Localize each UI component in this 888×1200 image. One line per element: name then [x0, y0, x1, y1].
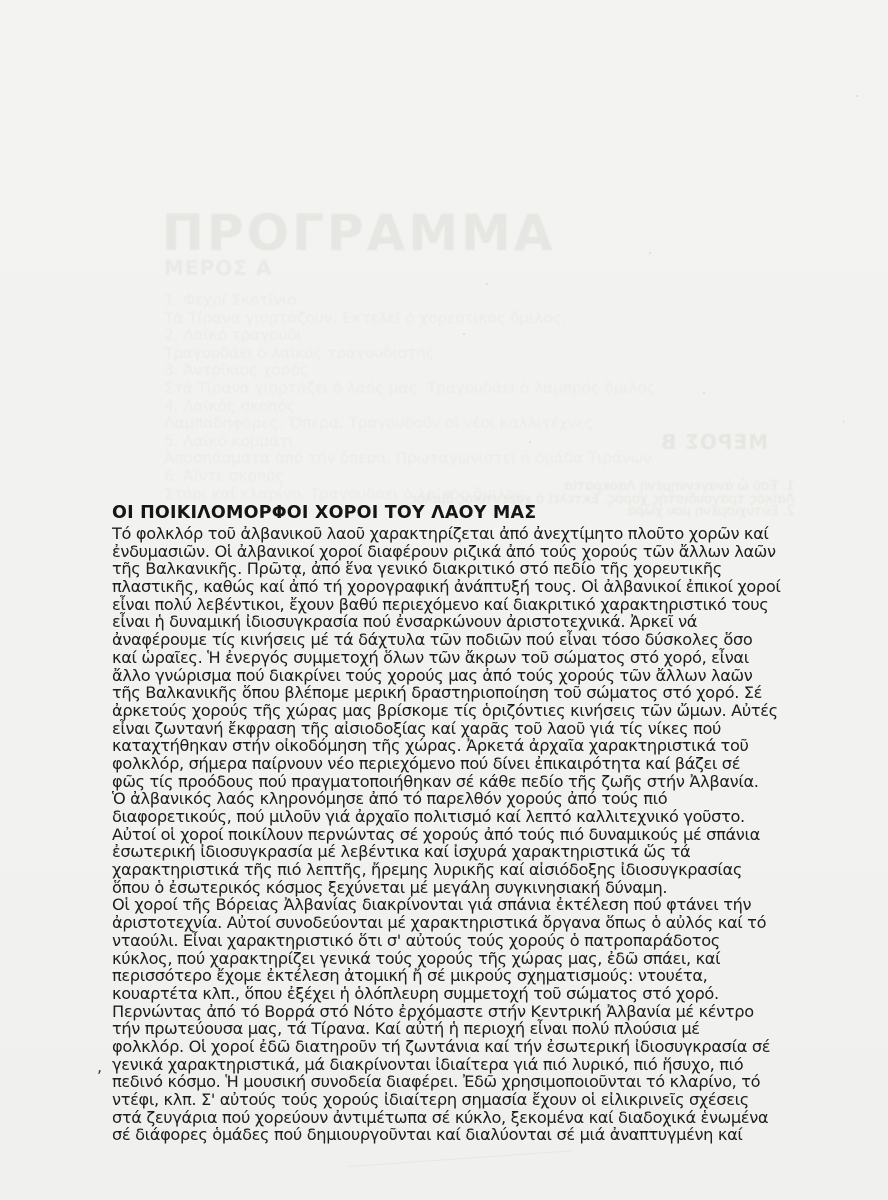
body-line: περισσότερο ἔχομε ἐκτέλεση ἀτομική ἤ σέ μικρούς σχηματισμούς: ντουέτα,	[112, 966, 708, 986]
body-line: τήν πρωτεύουσα μας, τά Τίρανα. Καί αὐτή ἡ περιοχή εἶναι πολύ πλούσια μέ	[112, 1019, 700, 1039]
bleed-program-title: ΠΡΟΓΡΑΜΜΑ	[162, 204, 556, 262]
paper-speck	[529, 441, 531, 443]
body-line: σέ διάφορες ὁμάδες πού δημιουργοῦνται καί διαλύονται σέ μιά ἀναπτυγμένη καί	[112, 1125, 743, 1145]
body-line: εἶναι ζωντανή ἔκφραση τῆς αἰσιοδοξίας καί χαρᾶς τοῦ λαοῦ γιά τίς νίκες πού	[112, 718, 722, 738]
body-line: ἐνδυμασιῶν. Οἱ ἀλβανικοί χοροί διαφέρουν ριζικά ἀπό τούς χορούς τῶν ἄλλων λαῶν	[112, 541, 776, 561]
body-line: ἐσωτερική ἰδιοσυγκρασία μέ λεβέντικα καί ἰσχυρά χαρακτηριστικά ὥς τά	[112, 842, 691, 862]
bleed-program-line: 1. Φεχρί Σκοτίνιο	[164, 291, 297, 309]
paper-speck	[856, 95, 858, 97]
body-line: Τό φολκλόρ τοῦ ἀλβανικοῦ λαοῦ χαρακτηρίζεται ἀπό ἀνεχτίμητο πλοῦτο χορῶν καί	[112, 524, 769, 543]
paper-speck	[703, 392, 705, 394]
body-line: νταούλι. Εἶναι χαρακτηριστικό ὅτι σ' αὐτούς τούς χορούς ὁ πατροπαράδοτος	[112, 930, 720, 950]
article-body	[112, 525, 802, 1144]
body-line: ἀριστοτεχνία. Αὐτοί συνοδεύονται μέ χαρακτηριστικά ὄργανα ὅπως ὁ αὐλός καί τό	[112, 913, 767, 933]
body-line: εἶναι πολύ λεβέντικοι, ἔχουν βαθύ περιεχόμενο καί διακριτικό χαρακτηριστικό τους	[112, 594, 769, 614]
article-heading: ΟΙ ΠΟΙΚΙΛΟΜΟΡΦΟΙ ΧΟΡΟΙ ΤΟΥ ΛΑΟΥ ΜΑΣ	[112, 503, 537, 523]
bleed-program-line: Λαμπαδηφόρες. Ὄπερα. Τραγουδοῦν οἱ νέοι καλλιτέχνες	[164, 414, 594, 433]
bleed-program-line: Τραγουδάει ὁ λαϊκός τραγουδιστής	[164, 343, 435, 362]
bleed-program-line: 4. Λαϊκός σκοπός	[164, 396, 296, 415]
body-line: γενικά χαρακτηριστικά, μά διακρίνονται ἰδιαίτερα γιά πιό λυρικό, πιό ἥσυχο, πιό	[112, 1054, 744, 1074]
body-line: φολκλόρ. Οἱ χοροί ἐδῶ διατηροῦν τή ζωντάνια καί τήν ἐσωτερική ἰδιοσυγκρασία σέ	[112, 1036, 771, 1056]
body-line: Οἱ χοροί τῆς Βόρειας Ἀλβανίας διακρίνονται γιά σπάνια ἐκτέλεση πού φτάνει τήν	[112, 895, 752, 915]
body-line: καί ὡραῖες. Ἡ ἐνεργός συμμετοχή ὅλων τῶν ἄκρων τοῦ σώματος στό χορό, εἶναι	[112, 647, 749, 667]
bleed-part-b-label-mirrored: ΜΕΡΟΣ Β	[660, 430, 769, 454]
bleed-part-a-label: ΜΕΡΟΣ Α	[164, 256, 273, 280]
body-line: πλαστικῆς, καθώς καί ἀπό τή χορογραφική ἀνάπτυξή τους. Οἱ ἀλβανικοί ἐπικοί χοροί	[112, 577, 781, 597]
body-line: στά ζευγάρια πού χορεύουν ἀντιμέτωπα σέ κύκλο, ξεκομένα καί διαδοχικά ἑνωμένα	[112, 1107, 769, 1127]
bleed-program-line: 5. Λαϊκό κομμάτι	[164, 431, 294, 450]
paper-speck	[649, 252, 651, 254]
paper-speck	[737, 758, 739, 760]
bleed-program-line: 2. Λαϊκό τραγούδι	[164, 326, 302, 345]
bleed-program-line: Στόρι καί κλαρίνο. Τραγουδάει ὁ λαϊκός ὅμιλος	[164, 484, 525, 503]
paper-speck	[463, 333, 465, 335]
body-line: φολκλόρ, σήμερα παίρνουν νέο περιεχόμενο πού δίνει ἐπικαιρότητα καί βάζει σέ	[112, 753, 741, 773]
body-line: κουαρτέτα κλπ., ὅπου ἐξέχει ἡ ὁλόπλευρη συμμετοχή τοῦ σώματος στό χορό.	[112, 983, 719, 1003]
paper-speck	[843, 420, 844, 423]
body-line: διαφορετικούς, πού μιλοῦν γιά ἀρχαῖο πολιτισμό καί λεπτό καλλιτεχνικό γοῦστο.	[112, 807, 745, 826]
body-line: κύκλος, πού χαρακτηρίζει γενικά τούς χορούς τῆς χώρας μας, ἐδῶ σπάει, καί	[112, 948, 721, 968]
bleed-mirrored-line: 1. Ἐσύ ὦ ἀναγεννημένη Λαοκρατία	[564, 478, 795, 494]
body-line: τῆς Βαλκανικῆς ὅπου βλέπομε μερική δραστηριοποίηση τοῦ σώματος στό χορό. Σέ	[112, 683, 763, 703]
body-line: φῶς τίς προόδους πού πραγματοποιήθηκαν σέ κάθε πεδίο τῆς ζωῆς στήν Ἀλβανία.	[112, 771, 759, 791]
body-line: Περνώντας ἀπό τό Βορρά στό Νότο ἐρχόμαστε στήν Κεντρική Ἀλβανία μέ κέντρο	[112, 1001, 754, 1021]
article	[112, 503, 802, 1144]
body-line: χαρακτηριστικά τῆς πιό λεπτῆς, ἤρεμης λυρικῆς καί αἰσιόδοξης ἰδιοσυγκρασίας	[112, 860, 743, 880]
bleed-program-list	[164, 292, 656, 503]
paper-speck	[486, 283, 488, 285]
bleed-mirrored-line: 2. Εὐτυχισμένη μου χώρα	[627, 503, 795, 519]
bleed-program-line: Ἀποσπάσματα ἀπό τήν ὄπερα. Πρωταγωνιστεῖ ἡ ὁμάδα Τιράνων	[164, 449, 652, 468]
body-line: εἶναι ἡ δυναμική ἰδιοσυγκρασία πού ἐνσαρκώνουν ἀριστοτεχνικά. Ἀρκεῖ νά	[112, 612, 698, 632]
body-line: ντέφι, κλπ. Σ' αὐτούς τούς χορούς ἰδιαίτερη σημασία ἔχουν οἱ εἰλικρινεῖς σχέσεις	[112, 1090, 749, 1109]
body-line: ὅπου ὁ ἐσωτερικός κόσμος ξεχύνεται μέ μεγάλη συγκινησιακή δύναμη.	[112, 877, 668, 897]
body-line: τῆς Βαλκανικῆς. Πρῶτᾳ, ἀπό ἕνα γενικό διακριτικό στό πεδίο τῆς χορευτικῆς	[112, 559, 722, 579]
bleed-program-line: 6. Ἀϊντε σκοπός	[164, 466, 285, 485]
bleed-program-line: Τά Τίρανα γιορτάζουν. Ἐκτελεῖ ὁ χορευτικός ὅμιλος.	[164, 308, 566, 327]
body-line: ἄλλο γνώρισμα πού διακρίνει τούς χορούς μας ἀπό τούς χορούς τῶν ἄλλων λαῶν	[112, 665, 753, 685]
body-line: Αὐτοί οἱ χοροί ποικίλουν περνώντας σέ χορούς ἀπό τούς πιό δυναμικούς μέ σπάνια	[112, 824, 760, 844]
bleed-program-line: 3. Ἀντρίκιος χορός	[164, 361, 309, 380]
body-line: ἀναφέρουμε τίς κινήσεις μέ τά δάχτυλα τῶν ποδιῶν πού εἶναι τόσο δύσκολες ὅσο	[112, 630, 753, 650]
bleed-program-line: Στά Τίρανα γιορτάζει ὁ λαός μας. Τραγουδάει ὁ λαμπρός ὅμιλος	[164, 378, 656, 397]
body-line: καταχτήθηκαν στήν οἰκοδόμηση τῆς χώρας. Ἀρκετά ἀρχαῖα χαρακτηριστικά τοῦ	[112, 736, 749, 756]
body-line: πεδινό κόσμο. Ἡ μουσική συνοδεία διαφέρει. Ἐδῶ χρησιμοποιοῦνται τό κλαρίνο, τό	[112, 1072, 761, 1092]
bleed-mirrored-line: Λαϊκός τραγουδιστής χορός. Ἐκτελεῖ ὁ χορευτικός ὅμιλος	[409, 490, 795, 507]
stray-ink-mark: ,	[97, 1057, 103, 1076]
body-line: Ὁ ἀλβανικός λαός κληρονόμησε ἀπό τό παρελθόν χορούς ἀπό τούς πιό	[112, 789, 668, 809]
body-line: ἀρκετούς χορούς τῆς χώρας μας βρίσκομε τίς ὁριζόντιες κινήσεις τῶν ὤμων. Αὐτές	[112, 700, 778, 720]
